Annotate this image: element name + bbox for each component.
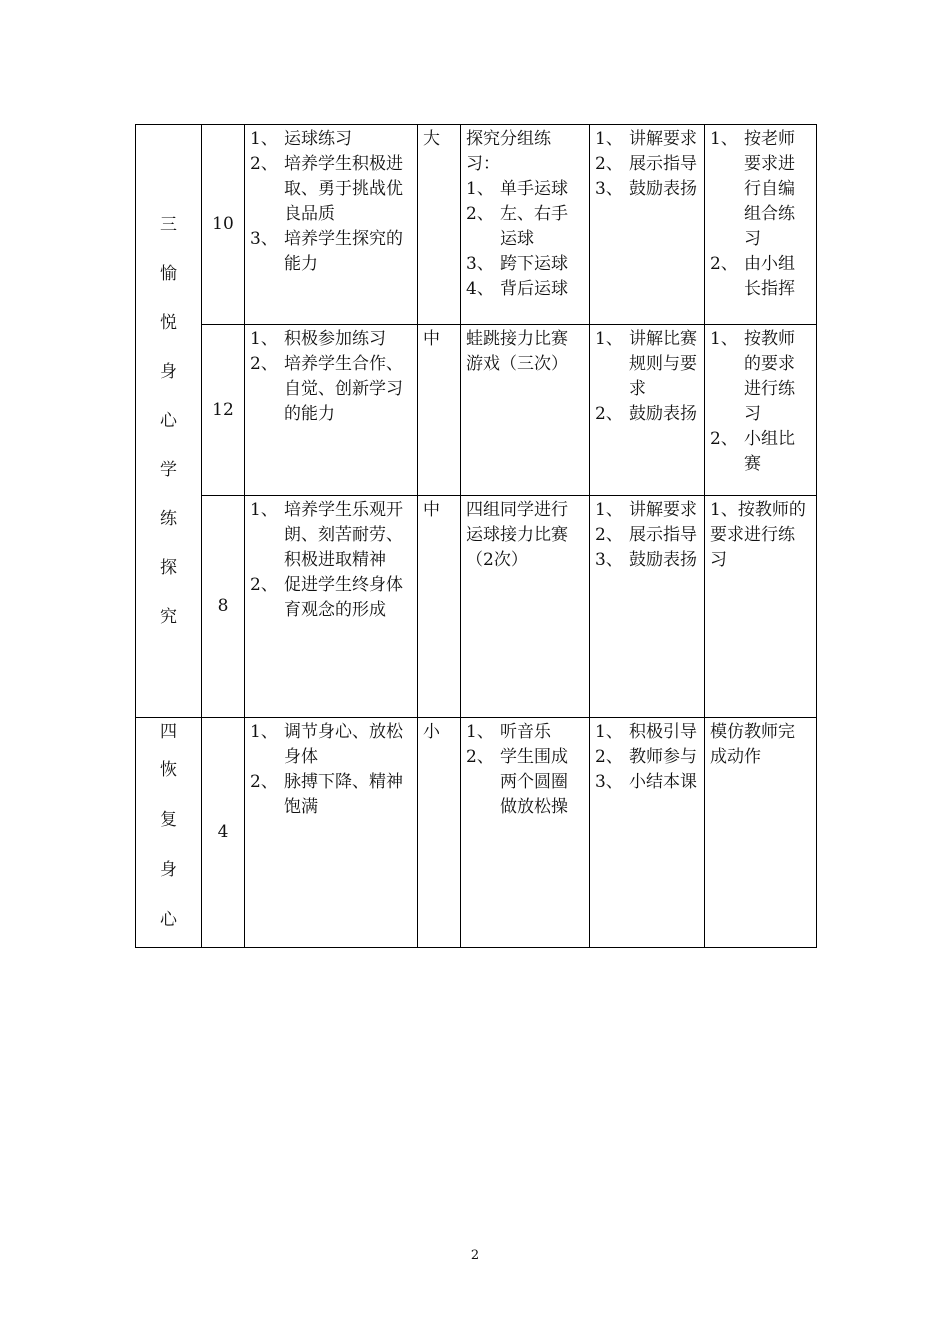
teacher-cell bbox=[590, 125, 705, 325]
list-item: 1、 运球练习 bbox=[250, 129, 352, 149]
intensity-cell: 中 bbox=[418, 325, 461, 496]
minutes-cell: 4 bbox=[202, 718, 245, 948]
list-item: 1、 按教师的要求进行练习 bbox=[710, 329, 795, 424]
goals-cell bbox=[245, 496, 418, 718]
content-intro: 探究分组练习： bbox=[466, 129, 551, 174]
content-cell bbox=[461, 718, 590, 948]
list-item: 2、 脉搏下降、精神饱满 bbox=[250, 772, 403, 817]
table-row bbox=[136, 718, 817, 948]
list-item: 3、 小结本课 bbox=[595, 772, 697, 792]
list-item: 2、 培养学生合作、自觉、创新学习的能力 bbox=[250, 354, 403, 424]
stage-3-cell bbox=[136, 125, 202, 718]
list-item: 1、 听音乐 bbox=[466, 722, 551, 742]
list-item: 4、 背后运球 bbox=[466, 279, 568, 299]
table-row bbox=[136, 125, 817, 325]
list-item: 3、 跨下运球 bbox=[466, 254, 568, 274]
list-item: 1、 调节身心、放松身体 bbox=[250, 722, 403, 767]
list-item: 3、 培养学生探究的能力 bbox=[250, 229, 403, 274]
list-item: 1、 培养学生乐观开朗、刻苦耐劳、积极进取精神 bbox=[250, 500, 403, 570]
list-item: 1、 积极引导 bbox=[595, 722, 697, 742]
list-item: 1、 讲解要求 bbox=[595, 129, 697, 149]
minutes-cell: 8 bbox=[202, 496, 245, 718]
list-item: 1、 按老师要求进行自编组合练习 bbox=[710, 129, 795, 249]
teacher-cell bbox=[590, 325, 705, 496]
stage-4-cell bbox=[136, 718, 202, 948]
stage-3-label: 三 愉 悦 身 心 学 练 探 究 bbox=[160, 214, 177, 627]
content-cell: 四组同学进行运球接力比赛（2次） bbox=[461, 496, 590, 718]
intensity-cell: 小 bbox=[418, 718, 461, 948]
teacher-cell bbox=[590, 718, 705, 948]
list-item: 2、 学生围成两个圆圈做放松操 bbox=[466, 747, 568, 817]
list-item: 1、 单手运球 bbox=[466, 179, 568, 199]
list-item: 2、 展示指导 bbox=[595, 525, 697, 545]
intensity-cell: 大 bbox=[418, 125, 461, 325]
goals-cell bbox=[245, 718, 418, 948]
lesson-plan-table bbox=[135, 124, 817, 948]
minutes-cell: 10 bbox=[202, 125, 245, 325]
list-item: 3、 鼓励表扬 bbox=[595, 179, 697, 199]
list-item: 2、 培养学生积极进取、勇于挑战优良品质 bbox=[250, 154, 403, 224]
goals-cell bbox=[245, 125, 418, 325]
list-item: 1、 讲解比赛规则与要求 bbox=[595, 329, 697, 399]
list-item: 2、 展示指导 bbox=[595, 154, 697, 174]
content-cell bbox=[461, 125, 590, 325]
list-item: 2、 教师参与 bbox=[595, 747, 697, 767]
table-row bbox=[136, 325, 817, 496]
goals-cell bbox=[245, 325, 418, 496]
list-item: 3、 鼓励表扬 bbox=[595, 550, 697, 570]
teacher-cell bbox=[590, 496, 705, 718]
table-row bbox=[136, 496, 817, 718]
student-cell: 1、按教师的要求进行练习 bbox=[705, 496, 817, 718]
list-item: 2、 促进学生终身体育观念的形成 bbox=[250, 575, 403, 620]
stage-4-label: 四 恢 复 身 心 bbox=[160, 722, 177, 930]
intensity-cell: 中 bbox=[418, 496, 461, 718]
student-cell: 模仿教师完成动作 bbox=[705, 718, 817, 948]
student-cell bbox=[705, 325, 817, 496]
minutes-cell: 12 bbox=[202, 325, 245, 496]
list-item: 1、 讲解要求 bbox=[595, 500, 697, 520]
list-item: 2、 小组比赛 bbox=[710, 429, 795, 474]
content-cell: 蛙跳接力比赛游戏（三次） bbox=[461, 325, 590, 496]
list-item: 2、 由小组长指挥 bbox=[710, 254, 795, 299]
list-item: 1、 积极参加练习 bbox=[250, 329, 386, 349]
list-item: 2、 左、右手运球 bbox=[466, 204, 568, 249]
student-cell bbox=[705, 125, 817, 325]
list-item: 2、 鼓励表扬 bbox=[595, 404, 697, 424]
page-number: 2 bbox=[470, 1248, 480, 1263]
